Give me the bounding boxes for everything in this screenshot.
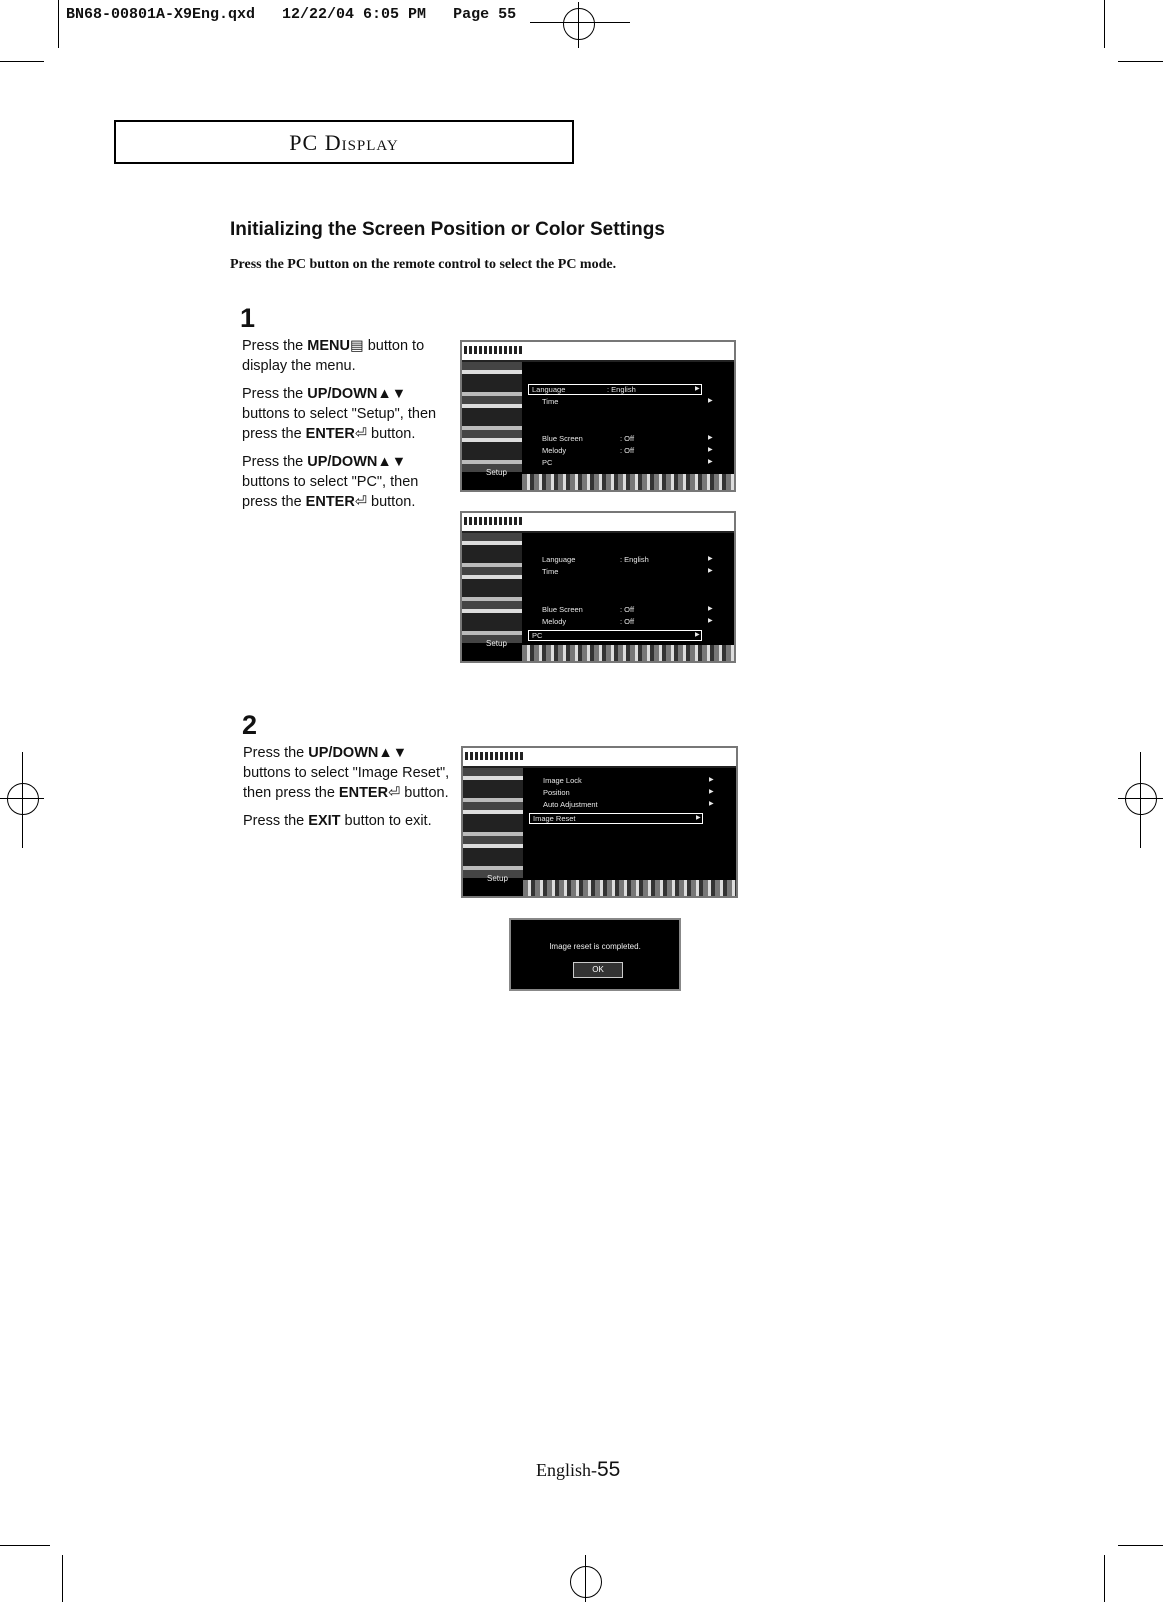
- screen-side-icons: [462, 362, 522, 472]
- menu-row: Melody : Off ▶: [542, 446, 713, 455]
- menu-row: Blue Screen : Off ▶: [542, 434, 713, 443]
- page-heading: Initializing the Screen Position or Color Settings: [230, 219, 665, 240]
- crop-mark: [1140, 752, 1141, 848]
- page-footer: English-55: [536, 1458, 621, 1481]
- enter-icon: ⏎: [354, 494, 367, 510]
- arrow-right-icon: ▶: [696, 815, 701, 821]
- section-title: PC Display: [289, 130, 399, 155]
- tv-menu-screenshot-setup: [460, 340, 736, 492]
- screen-bottom-bar: [523, 880, 736, 896]
- step-2-number: 2: [242, 710, 258, 740]
- enter-icon: ⏎: [354, 426, 367, 442]
- up-down-icon: ▲▼: [377, 386, 407, 402]
- arrow-right-icon: ▶: [708, 435, 713, 441]
- up-down-icon: ▲▼: [378, 745, 408, 761]
- tv-menu-screenshot-pc-submenu: [461, 746, 738, 898]
- crop-mark: [0, 61, 44, 62]
- side-label: Setup: [486, 639, 507, 648]
- arrow-right-icon: ▶: [709, 789, 714, 795]
- menu-row: Time ▶: [542, 567, 713, 576]
- screen-bottom-bar: [522, 645, 734, 661]
- crop-mark: [0, 1545, 50, 1546]
- menu-row: Position ▶: [543, 788, 714, 797]
- ok-button: OK: [573, 962, 623, 978]
- step-1-para-3: Press the UP/DOWN▲▼ buttons to select "PC", then press the ENTER⏎ button.: [242, 454, 419, 510]
- crop-mark: [1118, 61, 1163, 62]
- crop-mark: [585, 1555, 586, 1602]
- screen-top-bar: [462, 513, 734, 533]
- menu-row: PC ▶: [542, 458, 713, 467]
- screen-side-icons: [463, 768, 523, 878]
- menu-row: Language : English ▶: [542, 555, 713, 564]
- crop-mark: [1118, 798, 1163, 799]
- menu-row: Image Lock ▶: [543, 776, 714, 785]
- crop-mark: [578, 2, 579, 48]
- crop-mark: [1118, 1545, 1163, 1546]
- crop-mark: [58, 0, 59, 48]
- arrow-right-icon: ▶: [708, 568, 713, 574]
- registration-mark: [7, 783, 39, 815]
- step-1-para-1: Press the MENU▤ button to display the menu.: [242, 338, 425, 374]
- step-2-instructions: [243, 743, 458, 839]
- up-down-icon: ▲▼: [377, 454, 407, 470]
- registration-mark: [570, 1566, 602, 1598]
- side-label: Setup: [487, 874, 508, 883]
- screen-top-bar: [462, 342, 734, 362]
- menu-row: Melody : Off ▶: [542, 617, 713, 626]
- arrow-right-icon: ▶: [695, 632, 700, 638]
- crop-mark: [1104, 0, 1105, 48]
- screen-side-icons: [462, 533, 522, 643]
- popup-message: Image reset is completed.: [549, 942, 641, 951]
- menu-row: PC ▶: [528, 630, 702, 641]
- menu-row: Auto Adjustment ▶: [543, 800, 714, 809]
- arrow-right-icon: ▶: [709, 801, 714, 807]
- menu-row: Time ▶: [542, 397, 713, 406]
- step-1-instructions: [242, 336, 457, 520]
- arrow-right-icon: ▶: [708, 459, 713, 465]
- crop-mark: [22, 752, 23, 848]
- menu-row: Blue Screen : Off ▶: [542, 605, 713, 614]
- menu-row: Image Reset ▶: [529, 813, 703, 824]
- arrow-right-icon: ▶: [708, 618, 713, 624]
- slug-line: BN68-00801A-X9Eng.qxd 12/22/04 6:05 PM Page 55: [66, 6, 517, 23]
- step-2-para-1: Press the UP/DOWN▲▼ buttons to select "Image Reset", then press the ENTER⏎ button.: [243, 745, 450, 801]
- crop-mark: [0, 798, 44, 799]
- step-1-para-2: Press the UP/DOWN▲▼ buttons to select "Setup", then press the ENTER⏎ button.: [242, 386, 437, 442]
- step-2-para-2: Press the EXIT button to exit.: [243, 813, 432, 829]
- registration-mark: [1125, 783, 1157, 815]
- screen-bottom-bar: [522, 474, 734, 490]
- tv-menu-screenshot-pc: [460, 511, 736, 663]
- arrow-right-icon: ▶: [708, 606, 713, 612]
- side-label: Setup: [486, 468, 507, 477]
- arrow-right-icon: ▶: [708, 447, 713, 453]
- enter-icon: ⏎: [388, 785, 401, 801]
- step-1-number: 1: [240, 303, 256, 333]
- menu-row: Language : English ▶: [528, 384, 702, 395]
- screen-top-bar: [463, 748, 736, 768]
- arrow-right-icon: ▶: [709, 777, 714, 783]
- page-subheading: Press the PC button on the remote control to select the PC mode.: [230, 257, 617, 272]
- menu-icon: ▤: [349, 338, 364, 354]
- crop-mark: [62, 1555, 63, 1602]
- image-reset-popup: [509, 918, 681, 991]
- registration-mark: [563, 8, 595, 40]
- arrow-right-icon: ▶: [708, 556, 713, 562]
- crop-mark: [1104, 1555, 1105, 1602]
- arrow-right-icon: ▶: [708, 398, 713, 404]
- arrow-right-icon: ▶: [695, 386, 700, 392]
